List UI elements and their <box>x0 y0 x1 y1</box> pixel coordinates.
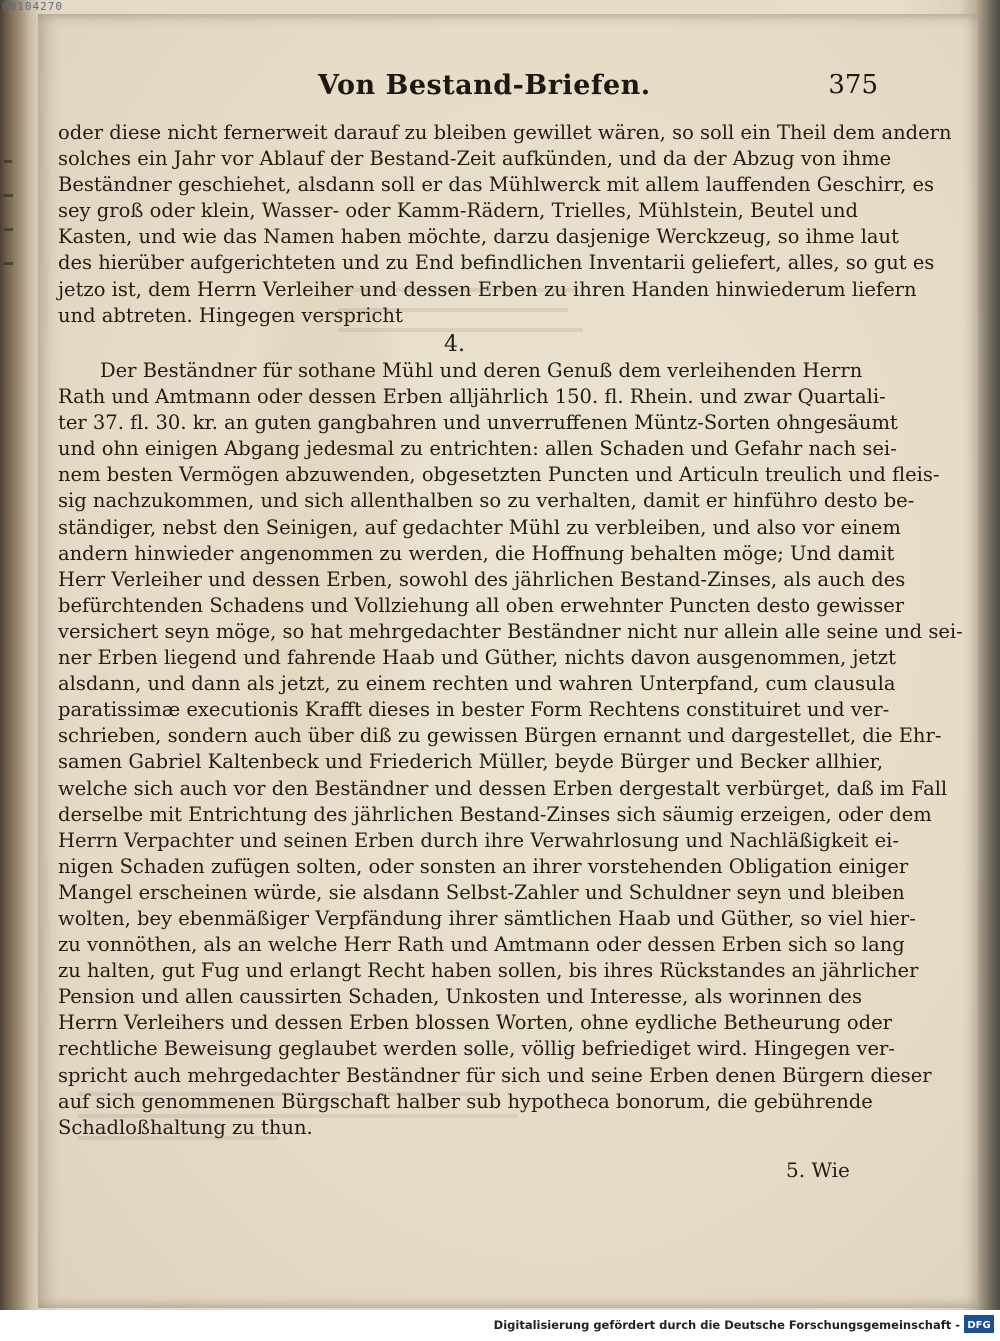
funding-credit: Digitalisierung gefördert durch die Deutsche Forschungsgemeinschaft - <box>493 1318 960 1332</box>
paragraph-2 <box>58 358 963 1141</box>
text-line: und ohn einigen Abgang jedesmal zu entrichten: allen Schaden und Gefahr nach sei- <box>58 437 897 461</box>
text-line: paratissimæ executionis Krafft dieses in bester Form Rechtens constituiret und ver- <box>58 698 890 722</box>
text-line: Pension und allen caussirten Schaden, Unkosten und Interesse, als worinnen des <box>58 985 862 1009</box>
paragraph-1 <box>58 120 952 329</box>
text-line: zu halten, gut Fug und erlangt Recht haben sollen, bis ihres Rückstandes an jährlicher <box>58 959 919 983</box>
text-line: Herr Verleiher und dessen Erben, sowohl des jährlichen Bestand-Zinses, als auch des <box>58 567 906 591</box>
text-line: Schadloßhaltung zu thun. <box>58 1115 313 1139</box>
text-line: befürchtenden Schadens und Vollziehung all oben erwehnter Puncten desto gewisser <box>58 593 905 617</box>
text-line: Mangel erscheinen würde, sie alsdann Selbst-Zahler und Schuldner seyn und bleiben <box>58 880 905 904</box>
facing-page-edge <box>2 150 16 290</box>
text-line: jetzo ist, dem Herrn Verleiher und dessen Erben zu ihren Handen hinwiederum liefern <box>58 277 917 301</box>
text-line: versichert seyn möge, so hat mehrgedachter Beständner nicht nur allein alle seine und sei- <box>58 619 963 643</box>
facing-page-fragments <box>2 150 16 290</box>
dfg-logo-icon <box>964 1315 994 1333</box>
text-line: Kasten, und wie das Namen haben möchte, darzu dasjenige Werckzeug, so ihme laut <box>58 225 899 249</box>
text-line: wolten, bey ebenmäßiger Verpfändung ihrer sämtlichen Haab und Güther, so viel hier- <box>58 906 916 930</box>
text-line: Der Beständner für sothane Mühl und deren Genuß dem verleihenden Herrn <box>100 359 863 382</box>
text-line: und abtreten. Hingegen verspricht <box>58 303 403 327</box>
text-line: ter 37. fl. 30. kr. an guten gangbahren und unverruffenen Müntz-Sorten ohngesäumt <box>58 411 898 435</box>
page-number: 375 <box>828 70 878 100</box>
text-line: welche sich auch vor den Beständner und dessen Erben dergestalt verbürget, daß im Fall <box>58 776 948 800</box>
book-page <box>38 14 978 1308</box>
text-line: schrieben, sondern auch über diß zu gewissen Bürgen ernannt und dargestellet, die Ehr- <box>58 724 942 748</box>
section-number: 4. <box>444 332 465 357</box>
text-line: nigen Schaden zufügen solten, oder sonsten an ihrer vorstehenden Obligation einiger <box>58 854 909 878</box>
text-line: spricht auch mehrgedachter Beständner für sich und seine Erben denen Bürgern dieser <box>58 1063 932 1087</box>
text-line: ständiger, nebst den Seinigen, auf gedachter Mühl zu verbleiben, und also vor einem <box>58 515 901 539</box>
text-line: nem besten Vermögen abzuwenden, obgesetzten Puncten und Articuln treulich und fleis- <box>58 463 940 487</box>
text-line: rechtliche Beweisung geglaubet werden solle, völlig befriediget wird. Hingegen ver- <box>58 1037 895 1061</box>
text-line: des hierüber aufgerichteten und zu End befindlichen Inventarii geliefert, alles, so gut es <box>58 251 935 275</box>
shelfmark-label: 00104270 <box>2 0 63 13</box>
text-line: sey groß oder klein, Wasser- oder Kamm-Rädern, Trielles, Mühlstein, Beutel und <box>58 199 858 223</box>
text-line: Herrn Verpachter und seinen Erben durch ihre Verwahrlosung und Nachläßigkeit ei- <box>58 828 899 852</box>
footer-bar <box>0 1310 1000 1341</box>
catchword: 5. Wie <box>786 1158 850 1182</box>
text-line: solches ein Jahr vor Ablauf der Bestand-Zeit aufkünden, und da der Abzug von ihme <box>58 147 892 171</box>
page-header <box>318 70 878 120</box>
text-line: Beständner geschiehet, alsdann soll er das Mühlwerck mit allem lauffenden Geschirr, es <box>58 173 935 197</box>
text-line: Rath und Amtmann oder dessen Erben alljährlich 150. fl. Rhein. und zwar Quartali- <box>58 385 886 409</box>
dfg-logo-text: DFG <box>967 1320 991 1331</box>
text-line: Herrn Verleihers und dessen Erben blossen Worten, ohne eydliche Betheurung oder <box>58 1011 892 1035</box>
text-line: andern hinwieder angenommen zu werden, die Hoffnung behalten möge; Und damit <box>58 541 895 565</box>
text-line: sig nachzukommen, und sich allenthalben so zu verhalten, damit er hinführo desto be- <box>58 489 915 513</box>
text-line: zu vonnöthen, als an welche Herr Rath und Amtmann oder dessen Erben sich so lang <box>58 933 905 957</box>
text-line: auf sich genommenen Bürgschaft halber sub hypotheca bonorum, die gebührende <box>58 1089 873 1113</box>
text-line: samen Gabriel Kaltenbeck und Friederich Müller, beyde Bürger und Becker allhier, <box>58 750 884 774</box>
text-line: alsdann, und dann als jetzt, zu einem rechten und wahren Unterpfand, cum clausula <box>58 672 896 696</box>
running-head: Von Bestand-Briefen. <box>318 70 651 101</box>
text-line: ner Erben liegend und fahrende Haab und Güther, nichts davon ausgenommen, jetzt <box>58 646 896 670</box>
text-line: derselbe mit Entrichtung des jährlichen Bestand-Zinses sich säumig erzeigen, oder dem <box>58 802 932 826</box>
text-line: oder diese nicht fernerweit darauf zu bleiben gewillet wären, so soll ein Theil dem andern <box>58 121 952 144</box>
